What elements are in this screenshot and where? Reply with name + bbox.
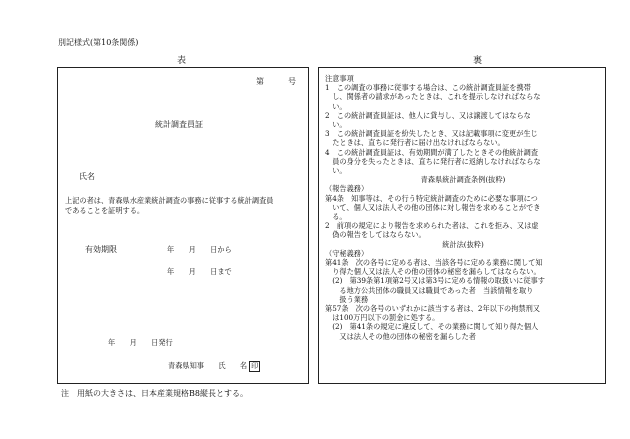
caution-4-line-3: い。 [325,166,347,176]
caution-4-line-2: 員の身分を失ったときは、直ちに発行者に返納しなければならな [325,156,541,166]
caution-heading: 注意事項 [325,74,354,83]
article-4-2-line-1: 2 前項の規定により報告を求められた者は、これを拒み、又は虚 [325,221,539,231]
confidentiality-heading: （守秘義務） [325,248,369,258]
certificate-title: 統計調査員証 [155,120,203,129]
name-label: 氏名 [79,172,95,181]
issue-date: 年 月 日発行 [108,338,173,347]
form-reference: 別記様式(第10条関係) [58,38,139,47]
front-panel [57,67,309,384]
statement-line-1: 上記の者は、青森県水産業統計調査の事務に従事する統計調査員 [65,196,274,205]
seal-stamp: 印 [251,362,259,370]
validity-to: 年 月 日まで [167,267,232,276]
issuer-name: 青森県知事 氏 名 [168,361,248,370]
article-57-line-1: 第57条 次の各号のいずれかに該当する者は、2年以下の拘禁刑又 [325,304,540,314]
caution-4-line-1: 4 この統計調査員証は、有効期間が満了したときその他統計調査 [325,147,539,157]
article-57-2-line-1: (2) 第41条の規定に違反して、その業務に関して知り得た個人 [325,322,539,332]
article-41-line-2: り得た個人又は法人その他の団体の秘密を漏らしてはならない。 [325,267,541,277]
back-text [325,74,601,341]
caution-1-line-3: い。 [325,101,347,111]
caution-1-line-2: し、関係者の請求があったときは、これを提示しなければならな [325,92,541,102]
article-41-2-line-1: (2) 第39条第1項第2号又は第3号に定める情報の取扱いに従事す [325,276,545,286]
ordinance-heading: 青森県統計調査条例(抜粋) [420,175,506,185]
article-57-2-line-2: 又は法人その他の団体の秘密を漏らした者 [325,331,476,341]
caution-2-line-2: い。 [325,120,347,130]
article-4-line-3: る。 [325,212,347,222]
caution-3-line-1: 3 この統計調査員証を紛失したとき、又は記載事項に変更が生じ [325,129,538,139]
footer-note: 注 用紙の大きさは、日本産業規格B8縦長とする。 [61,389,248,398]
back-panel [318,67,606,384]
report-duty-heading: （報告義務） [325,184,369,194]
article-41-line-1: 第41条 次の各号に定める者は、当該各号に定める業務に関して知 [325,258,543,268]
caution-1-line-1: 1 この調査の事務に従事する場合は、この統計調査員証を携帯 [325,83,531,93]
article-4-line-2: いて、個人又は法人その他の団体に対し報告を求めることができ [325,202,541,212]
caution-2-line-1: 2 この統計調査員証は、他人に貸与し、又は譲渡してはならな [325,110,531,120]
validity-from: 年 月 日から [167,245,232,254]
article-41-2-line-2: る地方公共団体の職員又は職員であった者 当該情報を取り [325,285,534,295]
article-4-line-1: 第4条 知事等は、その行う特定統計調査のために必要な事項につ [325,193,538,203]
article-57-line-2: は100万円以下の罰金に処する。 [325,313,440,323]
back-heading: 裏 [473,56,483,66]
front-heading: 表 [177,56,187,66]
caution-3-line-2: たときは、直ちに発行者に届け出なければならない。 [325,138,505,148]
statement-line-2: であることを証明する。 [65,206,145,215]
certificate-number-label: 第 号 [256,77,296,86]
statistics-act-heading: 統計法(抜粋) [442,239,484,249]
validity-label: 有効期限 [85,245,117,254]
article-4-2-line-2: 偽の報告をしてはならない。 [325,230,426,240]
article-41-2-line-3: 扱う業務 [325,294,369,304]
issuer-line [168,361,260,372]
